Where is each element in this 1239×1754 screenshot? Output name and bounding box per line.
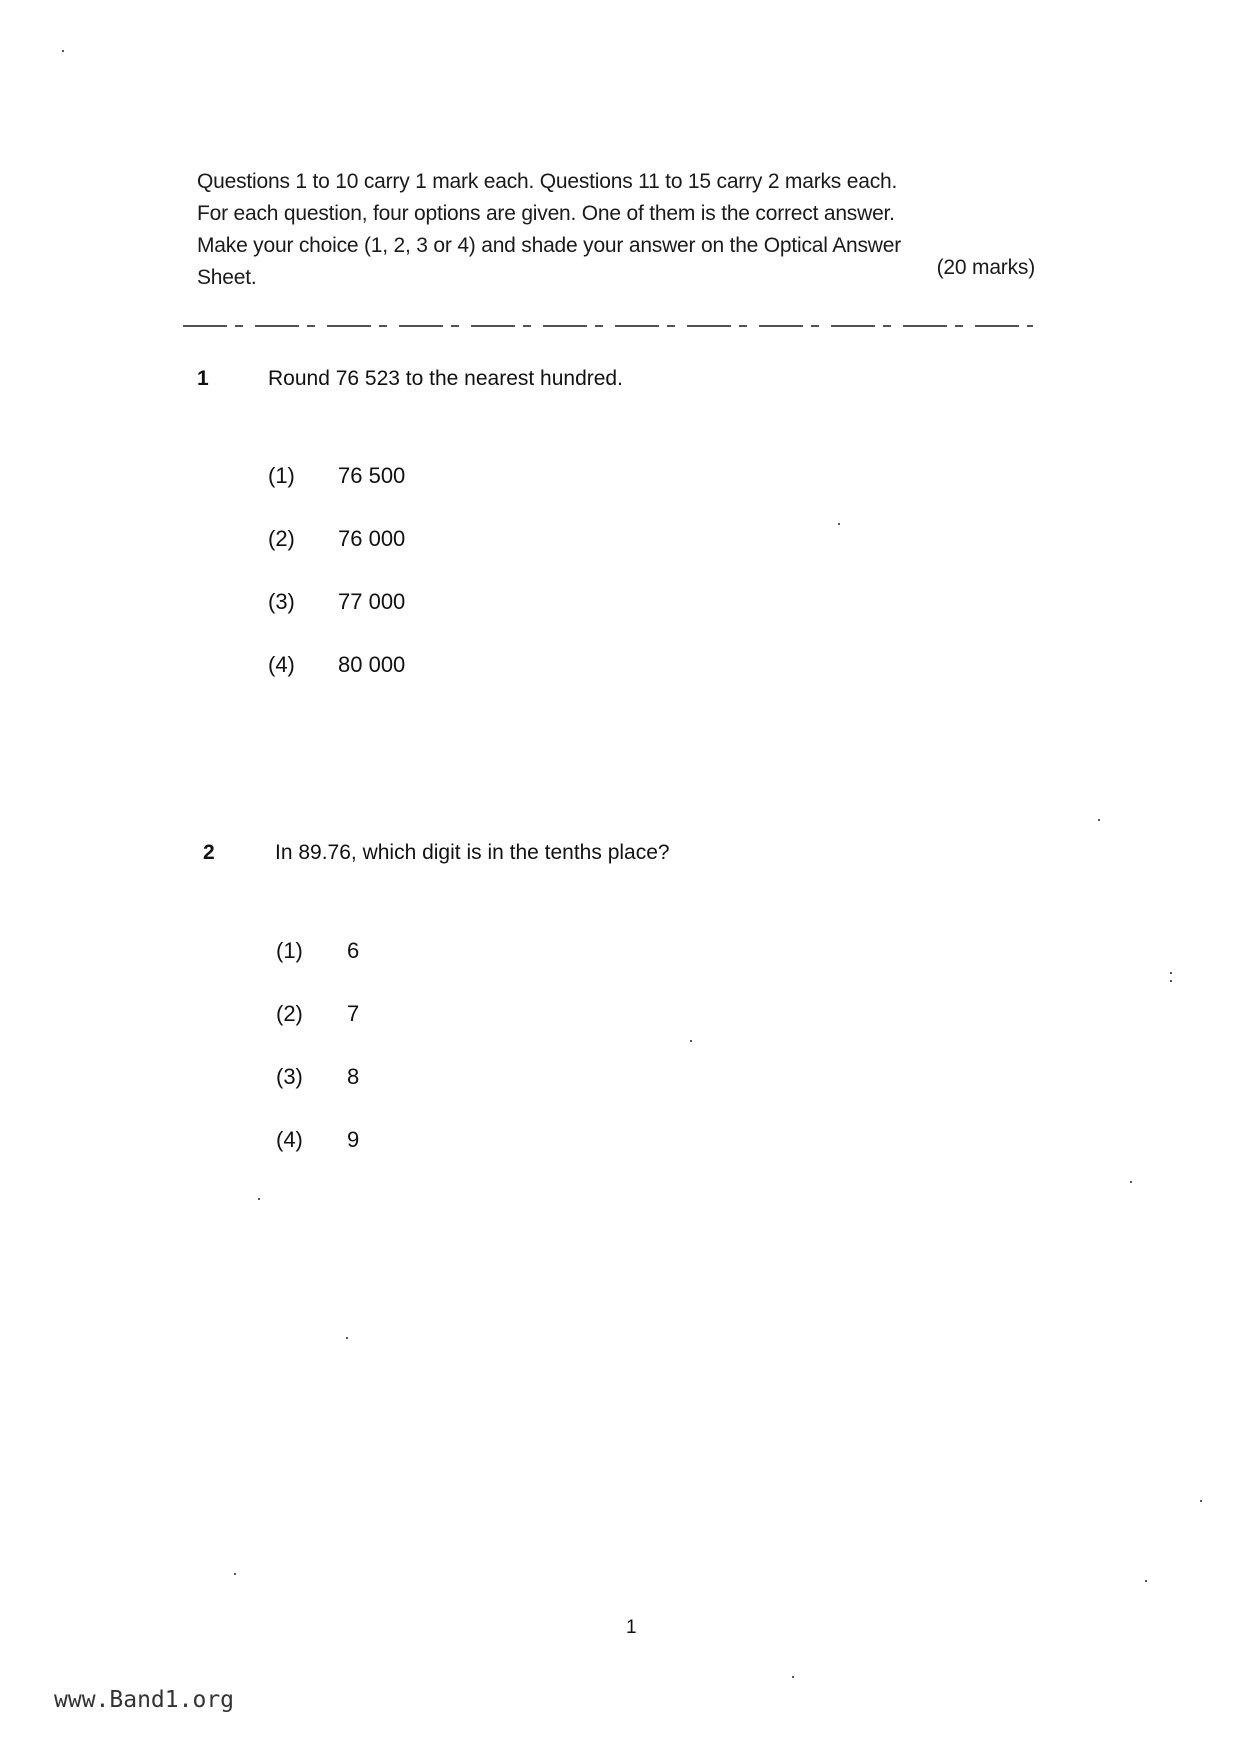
option-label: (2) bbox=[268, 526, 295, 551]
option-2 bbox=[268, 526, 668, 589]
scan-speck bbox=[1130, 1181, 1132, 1183]
option-label: (2) bbox=[276, 1001, 303, 1026]
instructions-line-4-text: Sheet. bbox=[197, 266, 257, 289]
option-1 bbox=[276, 938, 576, 1001]
option-value: 76 000 bbox=[338, 526, 406, 551]
scan-speck bbox=[1170, 972, 1172, 974]
scan-speck bbox=[1098, 819, 1100, 821]
scan-speck bbox=[792, 1676, 794, 1678]
option-3 bbox=[268, 589, 668, 652]
option-value: 9 bbox=[347, 1127, 360, 1152]
option-label: (4) bbox=[268, 652, 295, 677]
scan-speck bbox=[1145, 1580, 1147, 1582]
option-label: (3) bbox=[276, 1064, 303, 1089]
option-value: 7 bbox=[347, 1001, 360, 1026]
answer-options bbox=[268, 463, 668, 715]
section-divider bbox=[183, 325, 1033, 327]
question-number: 1 bbox=[197, 367, 209, 390]
option-2 bbox=[276, 1001, 576, 1064]
question-number: 2 bbox=[203, 841, 215, 864]
option-label: (1) bbox=[268, 463, 295, 488]
option-value: 6 bbox=[347, 938, 360, 963]
question-2 bbox=[203, 841, 1003, 1161]
question-text: In 89.76, which digit is in the tenths place? bbox=[275, 841, 670, 864]
scan-speck bbox=[1200, 1500, 1202, 1502]
page-number: 1 bbox=[626, 1617, 637, 1638]
option-label: (1) bbox=[276, 938, 303, 963]
question-text: Round 76 523 to the nearest hundred. bbox=[268, 367, 623, 390]
scan-speck bbox=[838, 523, 840, 525]
option-1 bbox=[268, 463, 668, 526]
scan-speck bbox=[690, 1040, 692, 1042]
option-3 bbox=[276, 1064, 576, 1127]
option-4 bbox=[276, 1127, 576, 1190]
scan-speck bbox=[258, 1198, 260, 1200]
option-value: 77 000 bbox=[338, 589, 406, 614]
scan-speck bbox=[1170, 980, 1172, 982]
answer-options bbox=[276, 938, 576, 1190]
instructions-line-1: Questions 1 to 10 carry 1 mark each. Questions 11 to 15 carry 2 marks each. bbox=[197, 170, 898, 193]
scan-speck bbox=[346, 1337, 348, 1339]
option-4 bbox=[268, 652, 668, 715]
section-instructions bbox=[197, 166, 1047, 294]
scan-speck bbox=[234, 1573, 236, 1575]
footer-url: www.Band1.org bbox=[54, 1687, 235, 1713]
question-1 bbox=[197, 367, 997, 687]
option-value: 76 500 bbox=[338, 463, 406, 488]
section-marks: (20 marks) bbox=[936, 256, 1035, 279]
option-label: (3) bbox=[268, 589, 295, 614]
option-value: 8 bbox=[347, 1064, 360, 1089]
option-label: (4) bbox=[276, 1127, 303, 1152]
instructions-line-2: For each question, four options are given. One of them is the correct answer. bbox=[197, 202, 895, 225]
scan-speck bbox=[62, 50, 64, 52]
instructions-line-4 bbox=[197, 256, 1047, 294]
option-value: 80 000 bbox=[338, 652, 406, 677]
instructions-line-3: Make your choice (1, 2, 3 or 4) and shade your answer on the Optical Answer bbox=[197, 234, 902, 257]
